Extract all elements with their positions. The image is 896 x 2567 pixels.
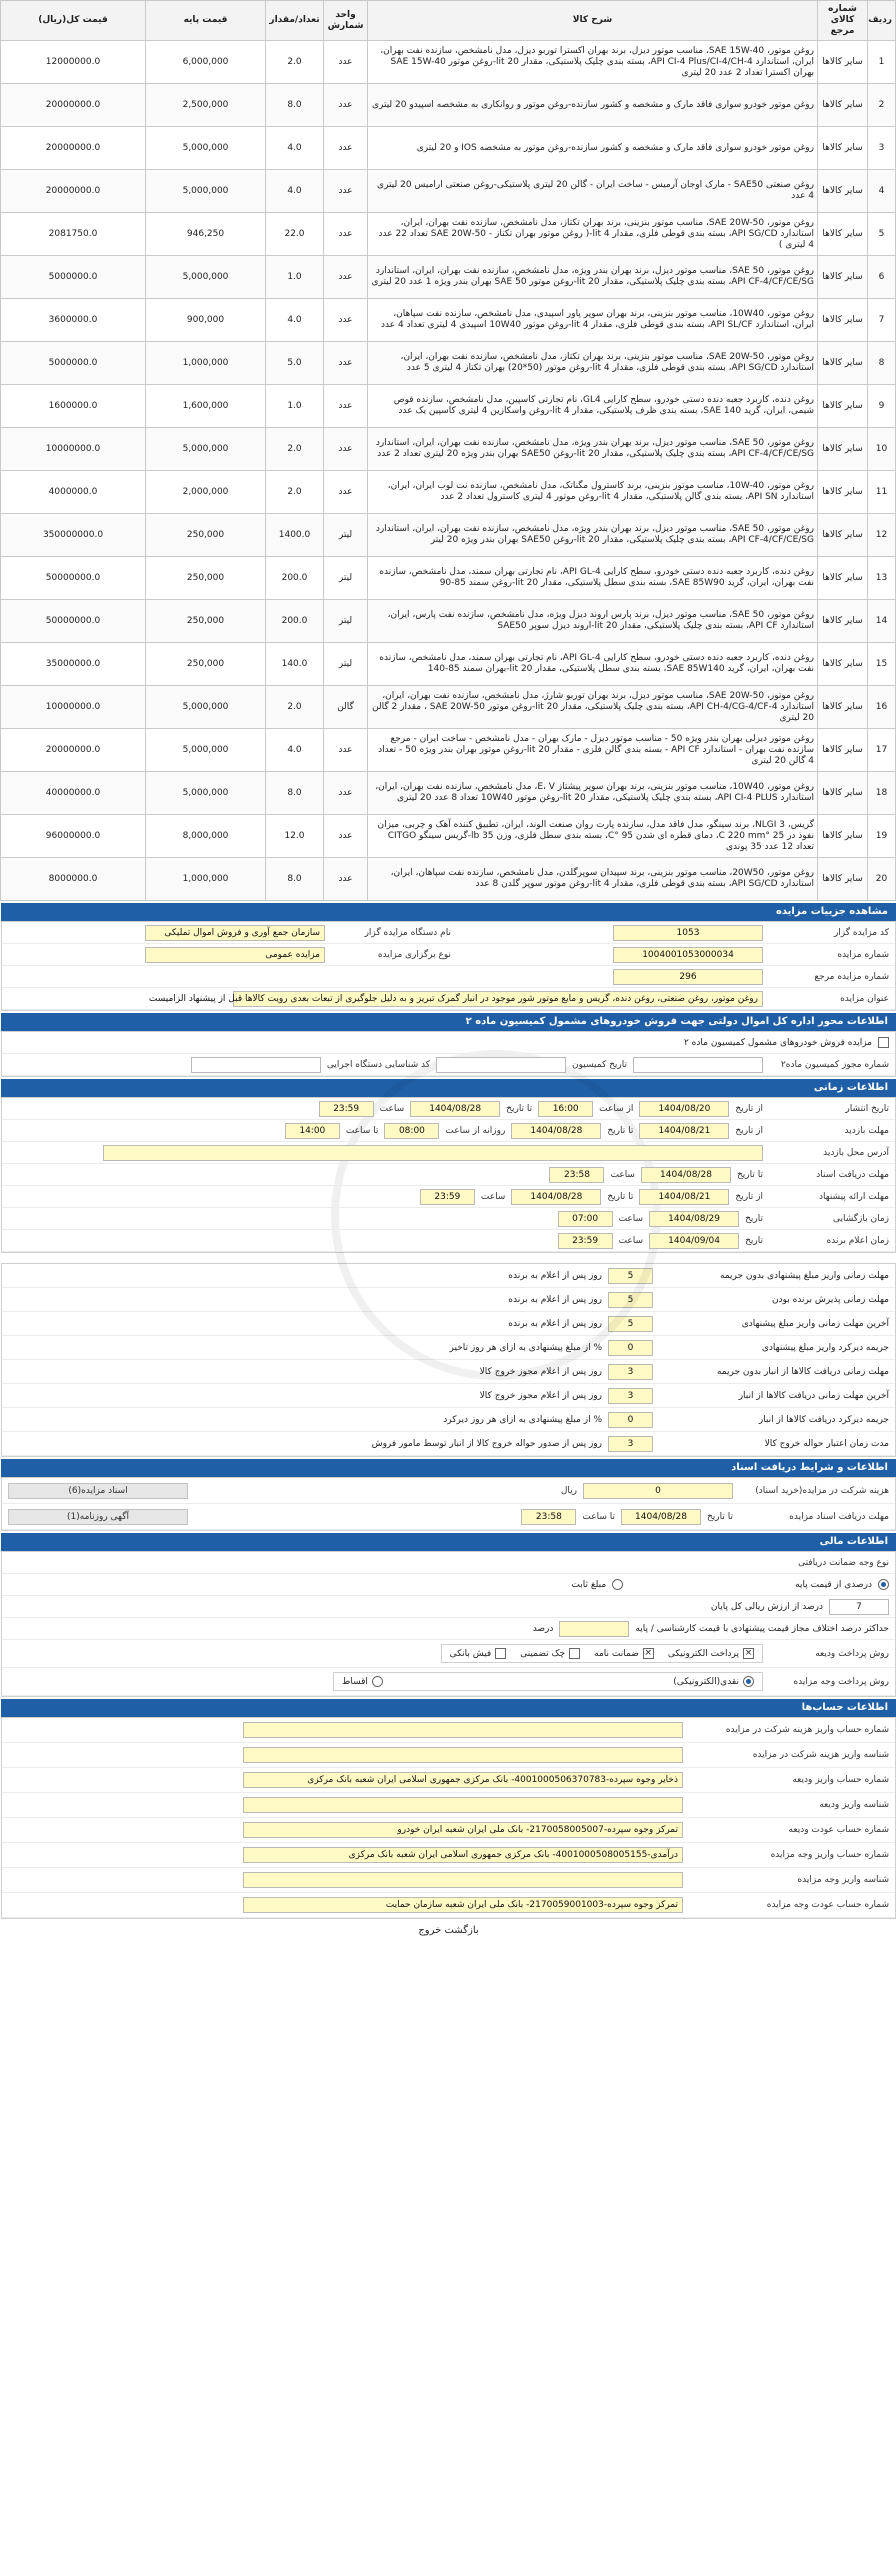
table-row — [1, 299, 896, 342]
cell-total: 50000000.0 — [1, 600, 146, 643]
deadline-row — [2, 1336, 895, 1360]
account-value — [243, 1872, 683, 1888]
accounts-title: اطلاعات حساب‌ها — [1, 1699, 896, 1717]
cell-idx: 20 — [868, 858, 896, 901]
deadline-suffix: روز پس از اعلام به برنده — [508, 1294, 602, 1305]
deadline-suffix: % از مبلغ پیشنهادی به ازای هر روز دیرکرد — [443, 1414, 602, 1425]
permit-date-field[interactable] — [436, 1057, 566, 1073]
cell-total: 4000000.0 — [1, 471, 146, 514]
cell-desc: روغن موتور، SAE 50، مناسب موتور دیزل، برند پارس اروند دیزل ویژه، مدل نامشخص، سازنده نفت پارس، ایران، استاندارد API CF، بسته بندی چلیک پلاستیکی، مقدار 20 lit-اروند دیزل سوپر SAE50 — [368, 600, 818, 643]
cell-idx: 17 — [868, 729, 896, 772]
cell-unit: عدد — [324, 256, 368, 299]
commission-checkbox[interactable] — [878, 1037, 889, 1048]
table-row — [1, 385, 896, 428]
cell-cat: سایر کالاها — [818, 600, 868, 643]
offer-to-date: 1404/08/28 — [511, 1189, 601, 1205]
table-row — [1, 84, 896, 127]
price-method-option[interactable]: نقدی(الکترونیکی) — [673, 1676, 754, 1687]
cell-base: 2,500,000 — [146, 84, 266, 127]
cell-cat: سایر کالاها — [818, 815, 868, 858]
cell-unit: عدد — [324, 213, 368, 256]
account-value — [243, 1722, 683, 1738]
ministry-section: مزایده فروش خودروهای مشمول کمیسیون ماده ۲ شماره مجوز کمیسیون ماده۲ تاریخ کمیسیون کد شناسایی دستگاه اجرایی — [1, 1031, 896, 1077]
cell-desc: روغن موتور، 10W40، مناسب موتور بنزینی، برند بهران سوپر پیشتاز E، V، مدل نامشخص، سازنده نفت بهران، ایران، استاندارد API CI-4 PLUS، بسته بندی چلیک پلاستیکی، مقدار 20 lit-روغن موتور 10W40 تعداد 8 عدد 20 لیتری — [368, 772, 818, 815]
deadline-suffix: % از مبلغ پیشنهادی به ازای هر روز تاخیر — [449, 1342, 602, 1353]
cell-base: 5,000,000 — [146, 170, 266, 213]
visit-to-time: 14:00 — [285, 1123, 340, 1139]
account-row — [2, 1818, 895, 1843]
cell-desc: روغن موتور، 20W50، مناسب موتور بنزینی، برند سپیدان سوپرگلدن، مدل نامشخص، سازنده نفت سپاهان، ایران، استاندارد API SG/CD، بسته بندی قوطی فلزی، مقدار 4 lit-روغن موتور سوپر گلدن 8 عدد — [368, 858, 818, 901]
winner-time: 23:59 — [558, 1233, 613, 1249]
table-row — [1, 858, 896, 901]
table-row — [1, 170, 896, 213]
deadline-suffix: روز پس از اعلام به برنده — [508, 1318, 602, 1329]
cell-total: 1600000.0 — [1, 385, 146, 428]
cell-unit: عدد — [324, 815, 368, 858]
cell-base: 1,000,000 — [146, 858, 266, 901]
max-diff-field — [559, 1621, 629, 1637]
table-row — [1, 557, 896, 600]
price-methods-group — [333, 1672, 763, 1691]
pay-methods-group — [441, 1644, 763, 1663]
cell-cat: سایر کالاها — [818, 385, 868, 428]
account-label: شناسه واریز وجه مزایده — [797, 1875, 889, 1885]
table-row — [1, 772, 896, 815]
cell-unit: لیتر — [324, 514, 368, 557]
cell-desc: روغن موتور خودرو سواری فاقد مارک و مشخصه و کشور سازنده-روغن موتور به مشخصه IOS و 20 لیتری — [368, 127, 818, 170]
cell-cat: سایر کالاها — [818, 471, 868, 514]
items-header-cell: قیمت پایه — [146, 1, 266, 41]
cell-total: 20000000.0 — [1, 84, 146, 127]
cell-base: 5,000,000 — [146, 686, 266, 729]
publish-to-time: 23:59 — [319, 1101, 374, 1117]
visit-from-date: 1404/08/21 — [639, 1123, 729, 1139]
cell-cat: سایر کالاها — [818, 557, 868, 600]
details-section: کد مزایده گزار 1053 نام دستگاه مزایده گزار سازمان جمع آوری و فروش اموال تملیکی شماره مزایده 1004001053000034 نوع برگزاری مزایده مزایده عمومی شماره مزایده مرجع 296 عنوان مزایده روغن موتور، روغن صنعتی، روغن دنده، گریس و مایع موتور شور موجود در انبار گمرک تبریز و به دلیل جلوگیری از تبعات بعدی رویت کالاها قبل از پیشنهاد الزامیست — [1, 921, 896, 1011]
table-row — [1, 600, 896, 643]
cell-total: 8000000.0 — [1, 858, 146, 901]
permit-number-field[interactable] — [633, 1057, 763, 1073]
checkbox-icon: × — [644, 1648, 653, 1658]
radio-icon — [372, 1676, 383, 1687]
cell-unit: لیتر — [324, 643, 368, 686]
deadline-value: 5 — [608, 1268, 653, 1284]
fee-field: 0 — [583, 1483, 733, 1499]
cell-total: 20000000.0 — [1, 729, 146, 772]
pct-field: 7 — [829, 1599, 889, 1615]
deadline-value: 5 — [608, 1316, 653, 1332]
cell-cat: سایر کالاها — [818, 256, 868, 299]
cell-unit: عدد — [324, 342, 368, 385]
cell-base: 946,250 — [146, 213, 266, 256]
cell-desc: روغن دنده، کاربرد جعبه دنده دستی خودرو، سطح کارایی GL4، نام تجارتی کاسپین، مدل نامشخص، سازنده قوص شیمی، ایران، گرید SAE 140، بسته بندی ظرف پلاستیکی، مقدار 4 lit-روغن واسکازین 4 لیتری کاسپین یک عدد — [368, 385, 818, 428]
cell-idx: 18 — [868, 772, 896, 815]
cell-idx: 7 — [868, 299, 896, 342]
visit-to-date: 1404/08/28 — [511, 1123, 601, 1139]
cell-qty: 4.0 — [266, 729, 324, 772]
account-value: تمرکز وجوه سپرده-2170059001003- بانک ملی ایران شعبه سازمان حمایت — [243, 1897, 683, 1913]
cell-qty: 8.0 — [266, 84, 324, 127]
account-label: شماره حساب واریز وجه مزایده — [770, 1850, 889, 1860]
cell-qty: 1.0 — [266, 256, 324, 299]
account-value — [243, 1797, 683, 1813]
exec-id-field[interactable] — [191, 1057, 321, 1073]
account-label: شماره حساب واریز هزینه شرکت در مزایده — [725, 1725, 889, 1735]
cell-desc: روغن موتور خودرو سواری فاقد مارک و مشخصه و کشور سازنده-روغن موتور و روانکاری به مشخصه اسپیدو 20 لیتری — [368, 84, 818, 127]
account-row — [2, 1768, 895, 1793]
cell-desc: روغن موتور، SAE 50، مناسب موتور دیزل، برند بهران بندر ویژه، مدل نامشخص، سازنده نفت بهران، ایران، استاندارد API CF-4/CF/CE/SG، بسته بندی چلیک پلاستیکی، مقدار 20 lit-روغن SAE50 بهران بندر ویژه 20 لیتری تعداد 2 عدد — [368, 428, 818, 471]
account-value: تمرکز وجوه سپرده-2170058005007- بانک ملی ایران شعبه ایران خودرو — [243, 1822, 683, 1838]
financial-section: نوع وجه ضمانت دریافتی درصدی از قیمت پایه مبلغ ثابت 7 درصد از ارزش ریالی کل پایان حداکثر درصد اختلاف مجاز قیمت پیشنهادی با قیمت کارشناسی / پایه درصد روش پرداخت ودیعه × پرداخت الکترونیکی × ضمانت نامه چک تضمینی فیش بانکی روش پرداخت وجه مزایده نقدی(الکترونیکی) اقساط — [1, 1551, 896, 1697]
cell-idx: 9 — [868, 385, 896, 428]
account-row — [2, 1868, 895, 1893]
account-label: شناسه واریز ودیعه — [819, 1800, 889, 1810]
cell-base: 8,000,000 — [146, 815, 266, 858]
account-row — [2, 1718, 895, 1743]
radio-icon — [743, 1676, 754, 1687]
cell-idx: 10 — [868, 428, 896, 471]
items-header-cell: شماره کالای مرجع — [818, 1, 868, 41]
cell-desc: روغن دنده، کاربرد جعبه دنده دستی خودرو، سطح کارایی API GL-4، نام تجارتی بهران سمند، مدل نامشخص، سازنده نفت بهران، ایران، گرید SAE 85W140، بسته بندی سطل پلاستیکی، مقدار 20 lit-بهران سمند 85-140 — [368, 643, 818, 686]
cell-cat: سایر کالاها — [818, 41, 868, 84]
cell-desc: روغن موتور، 10W-40، مناسب موتور بنزینی، برند کاسترول مگناتک، مدل نامشخص، سازنده نت لوب ایران، ایران، استاندارد API SN، بسته بندی گالن پلاستیکی، مقدار 4 lit-روغن موتور 4 لیتری کاسترول تعداد 2 عدد — [368, 471, 818, 514]
timing-section: تاریخ انتشار از تاریخ 1404/08/20 از ساعت 16:00 تا تاریخ 1404/08/28 ساعت 23:59 مهلت بازدید از تاریخ 1404/08/21 تا تاریخ 1404/08/28 روزانه از ساعت 08:00 تا ساعت 14:00 آدرس محل بازدید مهلت دریافت اسناد تا تاریخ 1404/08/28 ساعت 23:58 مهلت ارائه پیشنهاد از تاریخ 1404/08/21 تا تاریخ 1404/08/28 ساعت 23:59 زمان بازگشایی تاریخ 1404/08/29 ساعت 07:00 زمان اعلام برنده تاریخ 1404/09/04 ساعت 23:59 — [1, 1097, 896, 1253]
cell-idx: 4 — [868, 170, 896, 213]
cell-idx: 19 — [868, 815, 896, 858]
pay-method-option[interactable]: × پرداخت الکترونیکی — [667, 1648, 753, 1659]
publish-from-date: 1404/08/20 — [639, 1101, 729, 1117]
cell-desc: روغن موتور، SAE 50، مناسب موتور دیزل، برند بهران بندر ویژه، مدل نامشخص، سازنده نفت بهران، ایران، استاندارد API CF-4/CF/CE/SG، بسته بندی چلیک پلاستیکی، مقدار 20 lit-روغن موتور SAE 50 بهران بندر ویژه 1 عدد 20 لیتری — [368, 256, 818, 299]
deadline-row — [2, 1360, 895, 1384]
deadline-value: 5 — [608, 1292, 653, 1308]
cell-qty: 5.0 — [266, 342, 324, 385]
cell-qty: 12.0 — [266, 815, 324, 858]
pay-method-option[interactable]: چک تضمینی — [520, 1648, 580, 1659]
cell-idx: 5 — [868, 213, 896, 256]
cell-base: 250,000 — [146, 643, 266, 686]
cell-unit: عدد — [324, 127, 368, 170]
cell-cat: سایر کالاها — [818, 84, 868, 127]
back-link[interactable]: بازگشت خروج — [418, 1925, 479, 1936]
cell-desc: روغن موتور، SAE 20W-50، مناسب موتور دیزل، برند بهران توربو شارژ، مدل نامشخص، سازنده نفت بهران، ایران، استاندارد API CH-4/CG-4/CF-4، بسته بندی چلیک پلاستیکی، مقدار 20 lit-روغن موتور SAE 20W-50 ، مقدار 2 گالن 20 لیتری — [368, 686, 818, 729]
cell-idx: 11 — [868, 471, 896, 514]
cell-qty: 22.0 — [266, 213, 324, 256]
cell-cat: سایر کالاها — [818, 686, 868, 729]
visit-from-time: 08:00 — [384, 1123, 439, 1139]
ministry-title: اطلاعات محور اداره کل اموال دولتی جهت فروش خودروهای مشمول کمیسیون ماده ۲ — [1, 1013, 896, 1031]
deadline-label: مهلت زمانی پذیرش برنده بودن — [771, 1294, 889, 1305]
deadline-value: 3 — [608, 1364, 653, 1380]
doc-terms-section: هزینه شرکت در مزایده(خرید اسناد) 0 ریال اسناد مزایده(6) مهلت دریافت اسناد مزایده تا تاریخ 1404/08/28 تا ساعت 23:58 آگهی روزنامه(1) — [1, 1477, 896, 1531]
account-row — [2, 1893, 895, 1918]
deadline-value: 0 — [608, 1412, 653, 1428]
cell-base: 2,000,000 — [146, 471, 266, 514]
cell-base: 250,000 — [146, 514, 266, 557]
table-row — [1, 643, 896, 686]
cell-qty: 8.0 — [266, 772, 324, 815]
doc-terms-title: اطلاعات و شرایط دریافت اسناد — [1, 1459, 896, 1477]
account-value — [243, 1747, 683, 1763]
pay-method-option[interactable]: × ضمانت نامه — [594, 1648, 653, 1659]
timing-title: اطلاعات زمانی — [1, 1079, 896, 1097]
table-row — [1, 471, 896, 514]
cell-total: 2081750.0 — [1, 213, 146, 256]
table-row — [1, 686, 896, 729]
cell-unit: گالن — [324, 686, 368, 729]
publish-from-time: 16:00 — [538, 1101, 593, 1117]
deadline-suffix: روز پس از اعلام مجوز خروج کالا — [479, 1390, 602, 1401]
cell-unit: عدد — [324, 84, 368, 127]
base-pct-radio[interactable] — [878, 1579, 889, 1590]
cell-qty: 2.0 — [266, 686, 324, 729]
cell-desc: روغن موتور، 10W40، مناسب موتور بنزینی، برند بهران سوپر پاور اسپیدی، مدل نامشخص، سازنده نفت سپاهان، ایران، استاندارد API SL/CF، بسته بندی قوطی فلزی، مقدار 4 lit-روغن موتور 10W40 اسپیدی 4 لیتری تعداد 4 عدد — [368, 299, 818, 342]
cell-total: 20000000.0 — [1, 170, 146, 213]
cell-base: 1,600,000 — [146, 385, 266, 428]
table-row — [1, 127, 896, 170]
cell-idx: 2 — [868, 84, 896, 127]
cell-desc: گریس، NLGI 3، برند سینگو، مدل فاقد مدل، سازنده پارت روان صنعت الوند، ایران، تطبیق کننده آهک و چربی، میزان نفوذ در 25 °C 220 mm، دمای قطره ای شدن 95 °C، بسته بندی سطل فلزی، وزن 35 lb-گریس سینگو CITGO تعداد 12 عدد 35 پوندی — [368, 815, 818, 858]
deadline-row — [2, 1432, 895, 1456]
deadline-label: جریمه دیرکرد دریافت کالاها از انبار — [758, 1414, 889, 1425]
cell-base: 250,000 — [146, 557, 266, 600]
auctioneer-code-field: 1053 — [613, 925, 763, 941]
financial-title: اطلاعات مالی — [1, 1533, 896, 1551]
cell-qty: 200.0 — [266, 600, 324, 643]
checkbox-icon: × — [744, 1648, 753, 1658]
account-label: شناسه واریز هزینه شرکت در مزایده — [752, 1750, 889, 1760]
cell-qty: 140.0 — [266, 643, 324, 686]
cell-total: 3600000.0 — [1, 299, 146, 342]
cell-idx: 13 — [868, 557, 896, 600]
deadline-row — [2, 1264, 895, 1288]
ref-number-field: 296 — [613, 969, 763, 985]
cell-unit: عدد — [324, 41, 368, 84]
cell-base: 1,000,000 — [146, 342, 266, 385]
table-row — [1, 729, 896, 772]
cell-base: 5,000,000 — [146, 729, 266, 772]
cell-qty: 200.0 — [266, 557, 324, 600]
items-header-cell: قیمت کل(ریال) — [1, 1, 146, 41]
winner-date: 1404/09/04 — [649, 1233, 739, 1249]
cell-cat: سایر کالاها — [818, 514, 868, 557]
cell-unit: عدد — [324, 170, 368, 213]
cell-total: 5000000.0 — [1, 256, 146, 299]
details-title: مشاهده جزییات مزایده — [1, 903, 896, 921]
cell-desc: روغن موتور، SAE 50، مناسب موتور دیزل، برند بهران بندر ویژه، مدل نامشخص، سازنده نفت بهران، ایران، استاندارد API CF-4/CF/CE/SG، بسته بندی چلیک پلاستیکی، مقدار 20 lit-روغن SAE50 بهران بندر ویژه 20 لیتر — [368, 514, 818, 557]
cell-cat: سایر کالاها — [818, 428, 868, 471]
auction-type-field: مزایده عمومی — [145, 947, 325, 963]
cell-qty: 2.0 — [266, 428, 324, 471]
doc-receive-time: 23:58 — [549, 1167, 604, 1183]
cell-unit: عدد — [324, 772, 368, 815]
deadline-label: مهلت زمانی واریز مبلغ پیشنهادی بدون جریمه — [720, 1270, 889, 1281]
cell-unit: عدد — [324, 858, 368, 901]
cell-idx: 12 — [868, 514, 896, 557]
cell-idx: 3 — [868, 127, 896, 170]
cell-desc: روغن موتور دیزلی بهران بندر ویژه 50 - مناسب موتور دیزل - مارک بهران - مدل نامشخص - ساخت ایران - مرجع سازنده نفت بهران - استاندارد API CF - بسته بندی گالن فلزی - مقدار 20 lit-روغن موتور بهران بندر ویژه 50 - تعداد 4 گالن 20 لیتری — [368, 729, 818, 772]
deadline-row — [2, 1408, 895, 1432]
cell-base: 5,000,000 — [146, 256, 266, 299]
account-label: شماره حساب واریز ودیعه — [792, 1775, 889, 1785]
documents-button[interactable]: اسناد مزایده(6) — [8, 1483, 188, 1499]
doc-deadline-date: 1404/08/28 — [621, 1509, 701, 1525]
cell-base: 900,000 — [146, 299, 266, 342]
account-label: شماره حساب عودت وجه مزایده — [766, 1900, 889, 1910]
cell-qty: 1.0 — [266, 385, 324, 428]
doc-deadline-time: 23:58 — [521, 1509, 576, 1525]
table-row — [1, 815, 896, 858]
account-value: ذخایر وجوه سپرده-4001000506370783- بانک مرکزی جمهوری اسلامی ایران شعبه بانک مرکزی — [243, 1772, 683, 1788]
items-body — [1, 41, 896, 901]
cell-idx: 8 — [868, 342, 896, 385]
cell-total: 50000000.0 — [1, 557, 146, 600]
items-header-cell: تعداد/مقدار — [266, 1, 324, 41]
account-row — [2, 1743, 895, 1768]
table-row — [1, 213, 896, 256]
deadline-label: مهلت زمانی دریافت کالاها از انبار بدون جریمه — [716, 1366, 889, 1377]
newspaper-ad-button[interactable]: آگهی روزنامه(1) — [8, 1509, 188, 1525]
offer-from-date: 1404/08/21 — [639, 1189, 729, 1205]
account-label: شماره حساب عودت ودیعه — [788, 1825, 889, 1835]
deadline-value: 0 — [608, 1340, 653, 1356]
table-row — [1, 342, 896, 385]
cell-qty: 2.0 — [266, 471, 324, 514]
cell-unit: لیتر — [324, 600, 368, 643]
deadline-row — [2, 1288, 895, 1312]
cell-cat: سایر کالاها — [818, 342, 868, 385]
table-row — [1, 41, 896, 84]
cell-total: 12000000.0 — [1, 41, 146, 84]
account-row — [2, 1793, 895, 1818]
cell-base: 5,000,000 — [146, 772, 266, 815]
cell-idx: 15 — [868, 643, 896, 686]
auction-number-field: 1004001053000034 — [613, 947, 763, 963]
cell-cat: سایر کالاها — [818, 170, 868, 213]
items-table — [0, 0, 896, 901]
cell-total: 10000000.0 — [1, 428, 146, 471]
doc-receive-date: 1404/08/28 — [641, 1167, 731, 1183]
table-row — [1, 428, 896, 471]
subject-field: روغن موتور، روغن صنعتی، روغن دنده، گریس و مایع موتور شور موجود در انبار گمرک تبریز و به دلیل جلوگیری از تبعات بعدی رویت کالاها قبل از پیشنهاد الزامیست — [233, 991, 763, 1007]
cell-qty: 2.0 — [266, 41, 324, 84]
cell-total: 350000000.0 — [1, 514, 146, 557]
deadlines-section — [1, 1263, 896, 1457]
cell-base: 5,000,000 — [146, 127, 266, 170]
items-header-cell: شرح کالا — [368, 1, 818, 41]
items-header-row — [1, 1, 896, 41]
cell-cat: سایر کالاها — [818, 213, 868, 256]
cell-total: 40000000.0 — [1, 772, 146, 815]
pay-method-option[interactable]: فیش بانکی — [450, 1648, 507, 1659]
cell-unit: لیتر — [324, 557, 368, 600]
cell-cat: سایر کالاها — [818, 858, 868, 901]
cell-cat: سایر کالاها — [818, 729, 868, 772]
cell-total: 96000000.0 — [1, 815, 146, 858]
cell-desc: روغن صنعتی SAE50 - مارک اوجان آرمیس - ساخت ایران - گالن 20 لیتری پلاستیکی-روغن صنعتی ارامیس 20 لیتری 4 عدد — [368, 170, 818, 213]
cell-idx: 16 — [868, 686, 896, 729]
cell-qty: 4.0 — [266, 127, 324, 170]
cell-qty: 4.0 — [266, 299, 324, 342]
opening-time: 07:00 — [558, 1211, 613, 1227]
cell-cat: سایر کالاها — [818, 772, 868, 815]
cell-qty: 4.0 — [266, 170, 324, 213]
cell-unit: عدد — [324, 729, 368, 772]
cell-idx: 14 — [868, 600, 896, 643]
cell-qty: 8.0 — [266, 858, 324, 901]
deadline-suffix: روز پس از صدور حواله خروج کالا از انبار توسط مامور فروش — [371, 1438, 602, 1449]
cell-total: 10000000.0 — [1, 686, 146, 729]
cell-base: 6,000,000 — [146, 41, 266, 84]
cell-desc: روغن موتور، SAE 20W-50، مناسب موتور بنزینی، برند بهران تکتاز، مدل نامشخص، سازنده نفت بهران، ایران، استاندارد API SG/CD، بسته بندی قوطی فلزی، مقدار 4 lit-روغن موتور (50*20) بهران تکتاز 4 لیتری 5 عدد — [368, 342, 818, 385]
cell-total: 20000000.0 — [1, 127, 146, 170]
opening-date: 1404/08/29 — [649, 1211, 739, 1227]
deadline-suffix: روز پس از اعلام مجوز خروج کالا — [479, 1366, 602, 1377]
deadline-label: آخرین مهلت زمانی واریز مبلغ پیشنهادی — [741, 1318, 889, 1329]
deadline-row — [2, 1384, 895, 1408]
cell-total: 5000000.0 — [1, 342, 146, 385]
deadline-label: آخرین مهلت زمانی دریافت کالاها از انبار — [738, 1390, 889, 1401]
accounts-section — [1, 1717, 896, 1919]
cell-cat: سایر کالاها — [818, 643, 868, 686]
price-method-option[interactable]: اقساط — [342, 1676, 383, 1687]
cell-unit: عدد — [324, 385, 368, 428]
cell-qty: 1400.0 — [266, 514, 324, 557]
visit-address-field — [103, 1145, 763, 1161]
deadline-label: مدت زمان اعتبار حواله خروج کالا — [764, 1438, 889, 1449]
cell-cat: سایر کالاها — [818, 127, 868, 170]
cell-unit: عدد — [324, 471, 368, 514]
account-row — [2, 1843, 895, 1868]
fixed-amount-radio[interactable] — [612, 1579, 623, 1590]
deadline-label: جریمه دیرکرد واریز مبلغ پیشنهادی — [761, 1342, 889, 1353]
deadline-value: 3 — [608, 1388, 653, 1404]
cell-base: 250,000 — [146, 600, 266, 643]
checkbox-icon — [495, 1648, 506, 1659]
items-header-cell: ردیف — [868, 1, 896, 41]
table-row — [1, 514, 896, 557]
checkbox-icon — [569, 1648, 580, 1659]
items-header-cell: واحد شمارش — [324, 1, 368, 41]
publish-to-date: 1404/08/28 — [410, 1101, 500, 1117]
cell-idx: 6 — [868, 256, 896, 299]
cell-unit: عدد — [324, 299, 368, 342]
cell-desc: روغن موتور، SAE 15W-40، مناسب موتور دیزل، برند بهران اکسترا توربو دیزل، مدل نامشخص، سازنده نفت بهران، ایران، استاندارد API CI-4 Plus/CI-4/CH-4، بسته بندی چلیک پلاستیکی، مقدار 20 lit-روغن موتور SAE 15W-40 بهران اکسترا تعداد 2 عدد 20 لیتری — [368, 41, 818, 84]
auctioneer-name-field: سازمان جمع آوری و فروش اموال تملیکی — [145, 925, 325, 941]
cell-base: 5,000,000 — [146, 428, 266, 471]
deadline-row — [2, 1312, 895, 1336]
cell-desc: روغن دنده، کاربرد جعبه دنده دستی خودرو، سطح کارایی API GL-4، نام تجارتی بهران سمند، مدل نامشخص، سازنده نفت بهران، ایران، گرید SAE 85W90، بسته بندی سطل پلاستیکی، مقدار 20 lit-روغن سمند 85-90 — [368, 557, 818, 600]
page — [1, 0, 896, 1942]
cell-idx: 1 — [868, 41, 896, 84]
cell-unit: عدد — [324, 428, 368, 471]
cell-total: 35000000.0 — [1, 643, 146, 686]
cell-desc: روغن موتور، SAE 20W-50، مناسب موتور بنزینی، برند بهران تکتاز، مدل نامشخص، سازنده نفت بهران، ایران، استاندارد API SG/CD، بسته بندی قوطی فلزی، مقدار 4 lit-( روغن موتور بهران تکتاز - SAE 20W-50 تعداد 22 عدد 4 لیتری ) — [368, 213, 818, 256]
account-value: درآمدی-4001000508005155- بانک مرکزی جمهوری اسلامی ایران شعبه بانک مرکزی — [243, 1847, 683, 1863]
cell-cat: سایر کالاها — [818, 299, 868, 342]
deadline-value: 3 — [608, 1436, 653, 1452]
offer-to-time: 23:59 — [420, 1189, 475, 1205]
deadline-suffix: روز پس از اعلام به برنده — [508, 1270, 602, 1281]
table-row — [1, 256, 896, 299]
